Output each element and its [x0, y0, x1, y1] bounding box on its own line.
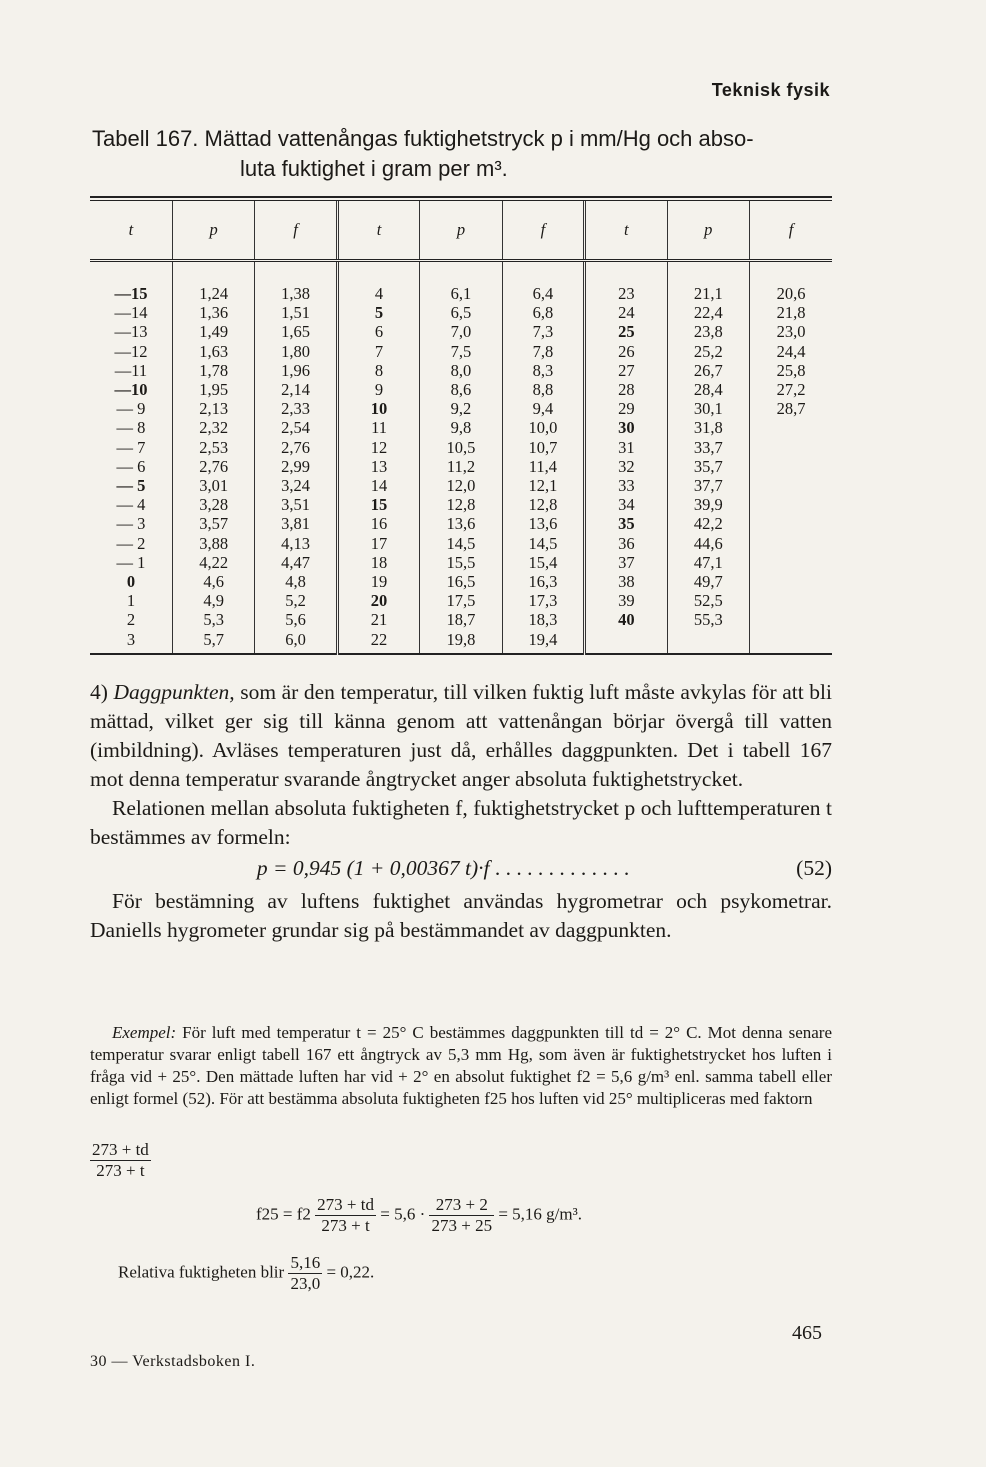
table-row [90, 342, 832, 361]
table-cell: 13 [337, 457, 419, 476]
table-cell: —15 [114, 284, 148, 303]
table-cell: 28 [585, 380, 667, 399]
eq-lhs: f25 = f2 [256, 1204, 311, 1224]
table-cell: 1,51 [255, 303, 337, 322]
table-cell: 40 [585, 610, 667, 629]
table-cell: 20,6 [750, 261, 833, 304]
table-cell: 3,01 [172, 476, 254, 495]
column-header: f [502, 201, 584, 261]
table-cell: 1 [126, 591, 136, 611]
table-cell: 14,5 [420, 534, 502, 553]
table-cell: 7,8 [502, 342, 584, 361]
table-cell: 14,5 [502, 534, 584, 553]
table-caption [92, 124, 852, 184]
formula-number: (52) [796, 856, 832, 880]
table-cell [750, 457, 833, 476]
factor-numerator: 273 + td [92, 1140, 149, 1159]
table-cell: 39 [585, 591, 667, 610]
table-row [90, 572, 832, 591]
eq-frac1-num: 273 + td [317, 1195, 374, 1214]
column-header: p [667, 201, 749, 261]
caption-line-1: Tabell 167. Mättad vattenångas fuktighetstryck p i mm/Hg och abso- [92, 126, 754, 151]
table-row [90, 630, 832, 654]
table-cell: 21,1 [667, 261, 749, 304]
table-cell: — 1 [116, 552, 146, 572]
table-cell: 2,76 [172, 457, 254, 476]
eq-frac2-den: 273 + 25 [431, 1216, 493, 1235]
table-cell: 23,0 [750, 322, 833, 341]
table-cell: 7 [337, 342, 419, 361]
table-cell: 3 [90, 630, 172, 654]
table-cell: 49,7 [667, 572, 749, 591]
formula-dots: . . . . . . . . . . . . . [489, 856, 630, 880]
rel-numerator: 5,16 [290, 1253, 321, 1272]
table-row [90, 303, 832, 322]
table-cell: 1,49 [172, 322, 254, 341]
table-cell: 12,8 [420, 495, 502, 514]
table-cell: 3,88 [172, 534, 254, 553]
table-cell: —11 [114, 360, 148, 380]
table-cell: 34 [585, 495, 667, 514]
paragraph-relation: Relationen mellan absoluta fuktigheten f, fuktighetstrycket p och lufttemperaturen t bestämmes av formeln: [90, 796, 832, 849]
table-cell: 2,54 [255, 418, 337, 437]
table-cell: 6,4 [502, 261, 584, 304]
table-cell: 4,13 [255, 534, 337, 553]
table-cell: 31,8 [667, 418, 749, 437]
table-cell: 9,4 [502, 399, 584, 418]
table-cell: 35,7 [667, 457, 749, 476]
table-cell: 25,8 [750, 361, 833, 380]
table-cell: 12,8 [502, 495, 584, 514]
table-cell: 17 [337, 534, 419, 553]
table-cell: 27 [585, 361, 667, 380]
table-row [90, 476, 832, 495]
table-cell: 22,4 [667, 303, 749, 322]
table-row [90, 457, 832, 476]
table-cell [750, 534, 833, 553]
table-cell: 8,3 [502, 361, 584, 380]
table-cell: 29 [585, 399, 667, 418]
table-cell: 19 [337, 572, 419, 591]
humidity-table [90, 196, 832, 655]
table-cell [750, 495, 833, 514]
table-cell: 5,2 [255, 591, 337, 610]
rel-label: Relativa fuktigheten blir [118, 1262, 285, 1282]
table-cell: 42,2 [667, 514, 749, 533]
table-cell: 30 [585, 418, 667, 437]
table-cell: 12,0 [420, 476, 502, 495]
footer-signature: 30 — Verkstadsboken I. [90, 1353, 256, 1370]
table-cell: 28,7 [750, 399, 833, 418]
page-number: 465 [792, 1322, 822, 1344]
table-cell: 14 [337, 476, 419, 495]
table-cell: 2 [126, 610, 136, 630]
example-text: För luft med temperatur t = 25° C bestämmes daggpunkten till td = 2° C. Mot denna senare temperatur svarar enligt tabell 167 ett ångtryck av 5,3 mm Hg, som även är fuktighetstrycket hos luften i fråga vid + 25°. Den mättade luften har vid + 2° en absolut fuktighet f2 = 5,6 g/m³ enl. samma tabell eller enligt formel (52). För att bestämma absoluta fuktigheten f25 hos luften vid 25° multipliceras med faktorn [90, 1023, 832, 1108]
table-cell: — 6 [116, 456, 146, 476]
table-cell: 21 [337, 610, 419, 629]
factor-fraction [90, 1140, 151, 1181]
table-cell: 1,78 [172, 361, 254, 380]
table-cell: 10,5 [420, 438, 502, 457]
formula-text: p = 0,945 (1 + 0,00367 t)·f [256, 856, 490, 880]
column-header: t [90, 201, 172, 261]
table-cell [750, 476, 833, 495]
table-cell: 6,0 [255, 630, 337, 654]
table-cell: 9,2 [420, 399, 502, 418]
table-row [90, 514, 832, 533]
table-cell: 11 [337, 418, 419, 437]
column-header: p [420, 201, 502, 261]
table-cell: 9,8 [420, 418, 502, 437]
table-cell: 16,5 [420, 572, 502, 591]
term-daggpunkten: Daggpunkten, [113, 680, 235, 704]
table-cell: 16,3 [502, 572, 584, 591]
table-cell [750, 610, 833, 629]
table-cell: 8 [337, 361, 419, 380]
paragraph-dewpoint [90, 678, 832, 794]
table-cell: 38 [585, 572, 667, 591]
table-cell [750, 572, 833, 591]
table-cell: 18,3 [502, 610, 584, 629]
table-cell: 5,3 [172, 610, 254, 629]
table-cell: 3,81 [255, 514, 337, 533]
table-cell: 2,53 [172, 438, 254, 457]
table-cell: 25,2 [667, 342, 749, 361]
table-cell: 1,38 [255, 261, 337, 304]
table-cell: 5,6 [255, 610, 337, 629]
table-cell: 2,99 [255, 457, 337, 476]
table-cell: 8,8 [502, 380, 584, 399]
column-header: f [750, 201, 833, 261]
table-cell: 31 [585, 438, 667, 457]
table-cell: 52,5 [667, 591, 749, 610]
table-row [90, 322, 832, 341]
table-row [90, 418, 832, 437]
table-cell: 1,36 [172, 303, 254, 322]
table-cell: 18,7 [420, 610, 502, 629]
table-body [90, 261, 832, 654]
table-cell [585, 630, 667, 654]
table-cell: 32 [585, 457, 667, 476]
table-cell: 11,4 [502, 457, 584, 476]
table-cell: 7,3 [502, 322, 584, 341]
data-table [90, 201, 832, 655]
table-cell: 4,8 [255, 572, 337, 591]
table-cell: —10 [114, 380, 148, 400]
column-header: f [255, 201, 337, 261]
table-cell: 17,3 [502, 591, 584, 610]
table-cell: 8,0 [420, 361, 502, 380]
rel-denominator: 23,0 [290, 1274, 321, 1293]
eq-frac2-num: 273 + 2 [429, 1195, 494, 1216]
relative-humidity-row [118, 1253, 374, 1294]
table-cell: 1,24 [172, 261, 254, 304]
table-row [90, 361, 832, 380]
table-cell: 22 [337, 630, 419, 654]
table-cell: — 3 [116, 514, 146, 534]
table-cell: 20 [337, 591, 419, 610]
table-cell: 33 [585, 476, 667, 495]
table-cell: 3,24 [255, 476, 337, 495]
table-row [90, 380, 832, 399]
table-cell: 1,96 [255, 361, 337, 380]
table-cell: 25 [585, 322, 667, 341]
table-cell: 5 [337, 303, 419, 322]
table-cell [667, 630, 749, 654]
table-cell: 13,6 [420, 514, 502, 533]
table-cell [750, 591, 833, 610]
table-cell: 4 [337, 261, 419, 304]
table-cell: — 4 [116, 495, 146, 515]
table-cell: 2,13 [172, 399, 254, 418]
table-cell: 26 [585, 342, 667, 361]
table-cell: —13 [114, 322, 148, 342]
table-cell: 23,8 [667, 322, 749, 341]
table-row [90, 553, 832, 572]
table-cell: 55,3 [667, 610, 749, 629]
table-cell: 37,7 [667, 476, 749, 495]
table-cell: —14 [114, 303, 148, 323]
table-cell: 10 [337, 399, 419, 418]
table-row [90, 495, 832, 514]
table-cell: 1,63 [172, 342, 254, 361]
table-cell: 15,4 [502, 553, 584, 572]
table-cell: 16 [337, 514, 419, 533]
example-paragraph [90, 1022, 832, 1110]
table-cell: 24 [585, 303, 667, 322]
column-header: t [585, 201, 667, 261]
table-cell: 27,2 [750, 380, 833, 399]
table-cell: 6,5 [420, 303, 502, 322]
table-cell: 4,9 [172, 591, 254, 610]
table-cell: 10,7 [502, 438, 584, 457]
paragraph-number: 4) [90, 680, 114, 704]
table-cell: 8,6 [420, 380, 502, 399]
table-cell [750, 438, 833, 457]
table-cell: 19,8 [420, 630, 502, 654]
eq-mid: = 5,6 · [380, 1204, 426, 1224]
table-cell: 21,8 [750, 303, 833, 322]
table-cell: 39,9 [667, 495, 749, 514]
table-cell [750, 553, 833, 572]
table-row [90, 261, 832, 304]
table-cell [750, 418, 833, 437]
table-cell: — 7 [116, 437, 146, 457]
rel-result: = 0,22. [326, 1262, 375, 1282]
table-cell [750, 630, 833, 654]
table-cell: 23 [585, 261, 667, 304]
table-cell: 6,8 [502, 303, 584, 322]
table-cell: 37 [585, 553, 667, 572]
table-cell: — 2 [116, 533, 146, 553]
table-cell: 15 [337, 495, 419, 514]
table-cell: 4,22 [172, 553, 254, 572]
table-cell: 3,57 [172, 514, 254, 533]
table-cell [750, 514, 833, 533]
example-label: Exempel: [112, 1023, 177, 1042]
eq-result: = 5,16 g/m³. [498, 1204, 582, 1224]
formula-52 [90, 854, 832, 883]
table-cell: 9 [337, 380, 419, 399]
equation-f25 [256, 1195, 582, 1236]
table-cell: 13,6 [502, 514, 584, 533]
table-cell: 1,80 [255, 342, 337, 361]
table-cell: 6 [337, 322, 419, 341]
table-cell: 1,65 [255, 322, 337, 341]
table-cell: 0 [126, 572, 136, 592]
table-cell: 47,1 [667, 553, 749, 572]
table-cell: 33,7 [667, 438, 749, 457]
table-cell: 35 [585, 514, 667, 533]
table-cell: 12 [337, 438, 419, 457]
table-cell: 36 [585, 534, 667, 553]
table-cell: 12,1 [502, 476, 584, 495]
table-cell: 7,5 [420, 342, 502, 361]
table-row [90, 399, 832, 418]
table-cell: 18 [337, 553, 419, 572]
table-cell: — 5 [116, 476, 146, 496]
table-cell: 1,95 [172, 380, 254, 399]
table-cell: 7,0 [420, 322, 502, 341]
body-text [90, 678, 832, 945]
table-cell: 2,32 [172, 418, 254, 437]
table-cell: 11,2 [420, 457, 502, 476]
table-row [90, 534, 832, 553]
table-cell: 24,4 [750, 342, 833, 361]
table-cell: 17,5 [420, 591, 502, 610]
table-cell: 3,28 [172, 495, 254, 514]
eq-frac1-den: 273 + t [321, 1216, 370, 1235]
table-top-rule [90, 196, 832, 198]
factor-denominator: 273 + t [96, 1161, 145, 1180]
caption-line-2: luta fuktighet i gram per m³. [240, 156, 508, 181]
table-cell: 15,5 [420, 553, 502, 572]
table-cell: —12 [114, 341, 148, 361]
table-cell: 2,76 [255, 438, 337, 457]
table-cell: 44,6 [667, 534, 749, 553]
table-cell: 6,1 [420, 261, 502, 304]
table-row [90, 438, 832, 457]
table-row [90, 610, 832, 629]
column-header: t [337, 201, 419, 261]
table-cell: 5,7 [172, 630, 254, 654]
paragraph-hygrometer: För bestämning av luftens fuktighet användas hygrometrar och psykometrar. Daniells hygrometer grundar sig på bestämmandet av daggpunkten. [90, 889, 832, 942]
table-cell: 3,51 [255, 495, 337, 514]
running-header: Teknisk fysik [711, 80, 830, 100]
paragraph-dewpoint-text: som är den temperatur, till vilken fuktig luft måste avkylas för att bli mättad, vilket ger sig till känna genom att vattenångan börjar övergå till vatten (imbildning). Avläses temperaturen just då, erhålles daggpunkten. Det i tabell 167 mot denna temperatur svarande ångtrycket anger absoluta fuktighetstrycket. [90, 680, 832, 791]
table-cell: — 9 [116, 399, 146, 419]
table-cell: 30,1 [667, 399, 749, 418]
column-header: p [172, 201, 254, 261]
table-cell: — 8 [116, 418, 146, 438]
table-cell: 4,47 [255, 553, 337, 572]
table-header-row [90, 201, 832, 261]
table-cell: 2,33 [255, 399, 337, 418]
table-cell: 19,4 [502, 630, 584, 654]
table-cell: 2,14 [255, 380, 337, 399]
table-cell: 10,0 [502, 418, 584, 437]
table-cell: 28,4 [667, 380, 749, 399]
example-block [90, 1022, 832, 1110]
table-cell: 4,6 [172, 572, 254, 591]
table-cell: 26,7 [667, 361, 749, 380]
table-row [90, 591, 832, 610]
